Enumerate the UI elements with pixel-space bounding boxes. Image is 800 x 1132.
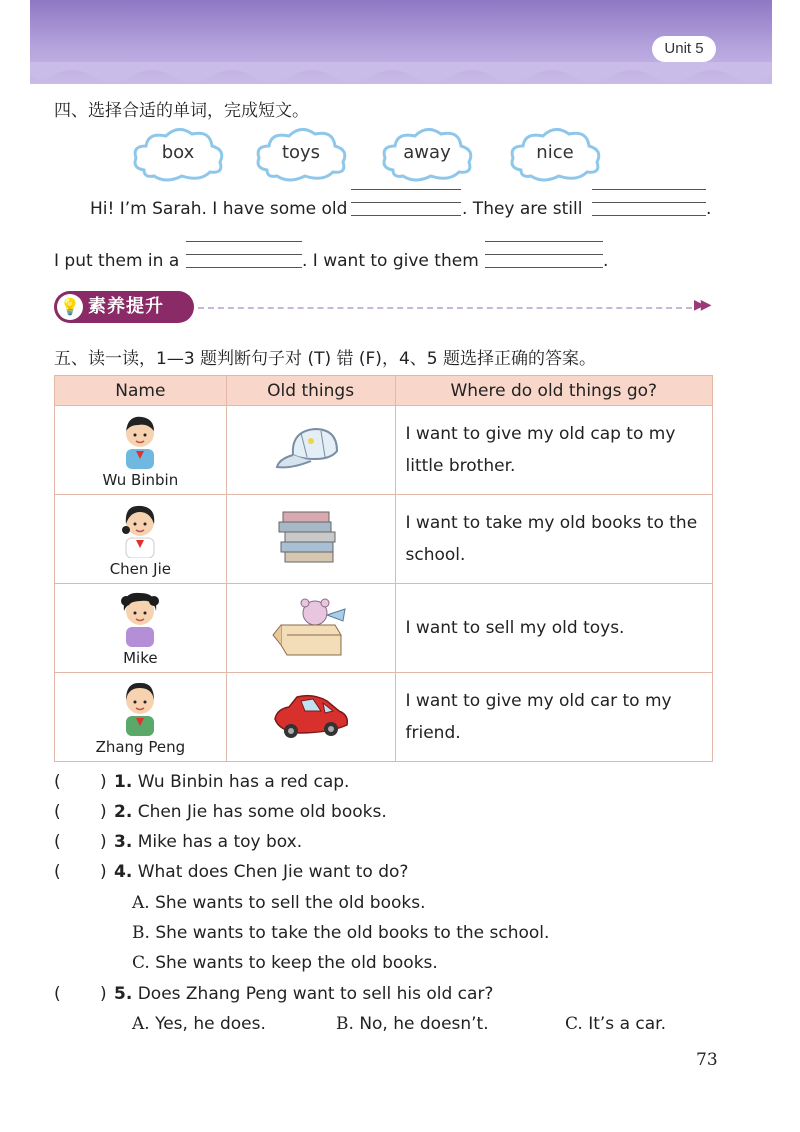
name-cell bbox=[55, 584, 227, 673]
header-where: Where do old things go? bbox=[395, 376, 712, 406]
item-cell bbox=[226, 584, 395, 673]
q4-option-a[interactable] bbox=[132, 893, 426, 913]
word-cloud-away bbox=[379, 124, 475, 186]
question-5 bbox=[114, 984, 493, 1004]
option-letter: B. bbox=[336, 1014, 354, 1034]
answer-paren-close: ) bbox=[100, 832, 107, 852]
option-letter: C. bbox=[132, 953, 150, 973]
table-row bbox=[55, 495, 713, 584]
option-text: Yes, he does. bbox=[155, 1014, 266, 1034]
table-header-row bbox=[55, 376, 713, 406]
question-4 bbox=[114, 862, 408, 882]
person-name: Zhang Peng bbox=[95, 738, 186, 756]
desc-cell: I want to take my old books to the school. bbox=[395, 495, 712, 584]
cloud-word: toys bbox=[281, 142, 321, 163]
option-text: No, he doesn’t. bbox=[359, 1014, 489, 1034]
cloud-word: box bbox=[161, 142, 195, 163]
suyang-banner bbox=[54, 291, 194, 323]
girl-avatar-icon bbox=[118, 500, 162, 558]
passage-line1-part2: . They are still bbox=[462, 199, 583, 219]
question-number: 2. bbox=[114, 802, 133, 822]
word-cloud-toys bbox=[253, 124, 349, 186]
option-letter: A. bbox=[132, 1014, 150, 1034]
dashed-divider bbox=[198, 307, 692, 309]
option-letter: B. bbox=[132, 923, 150, 943]
word-cloud-box bbox=[130, 124, 226, 186]
cloud-word: away bbox=[403, 142, 451, 163]
answer-paren-open: ( bbox=[54, 862, 61, 882]
name-cell bbox=[55, 406, 227, 495]
answer-blank-2[interactable] bbox=[592, 189, 706, 215]
cap-icon bbox=[271, 419, 351, 481]
option-text: She wants to keep the old books. bbox=[155, 953, 438, 973]
item-cell bbox=[226, 495, 395, 584]
info-table bbox=[54, 375, 713, 762]
toy-car-icon bbox=[269, 689, 353, 745]
question-number: 5. bbox=[114, 984, 133, 1004]
header-old-things: Old things bbox=[226, 376, 395, 406]
option-letter: C. bbox=[565, 1014, 583, 1034]
section4-title: 四、选择合适的单词，完成短文。 bbox=[54, 101, 309, 121]
question-text: What does Chen Jie want to do? bbox=[137, 862, 409, 882]
question-text: Does Zhang Peng want to sell his old car? bbox=[137, 984, 494, 1004]
q4-option-b[interactable] bbox=[132, 923, 549, 943]
passage-line2-part1: I put them in a bbox=[54, 251, 180, 271]
option-text: It’s a car. bbox=[588, 1014, 666, 1034]
option-text: She wants to sell the old books. bbox=[155, 893, 426, 913]
person-name: Mike bbox=[123, 649, 158, 667]
answer-blank-1[interactable] bbox=[351, 189, 461, 215]
desc-cell: I want to give my old cap to my little brother. bbox=[395, 406, 712, 495]
q5-option-b[interactable] bbox=[336, 1014, 489, 1034]
page-number: 73 bbox=[696, 1050, 718, 1070]
answer-paren-close: ) bbox=[100, 862, 107, 882]
passage-line2-part2: . I want to give them bbox=[302, 251, 479, 271]
word-cloud-nice bbox=[507, 124, 603, 186]
answer-paren-open: ( bbox=[54, 802, 61, 822]
boy-avatar-icon bbox=[118, 589, 162, 647]
q5-option-c[interactable] bbox=[565, 1014, 666, 1034]
answer-paren-open: ( bbox=[54, 984, 61, 1004]
lightbulb-icon: 💡 bbox=[57, 294, 83, 320]
option-letter: A. bbox=[132, 893, 150, 913]
passage-line2-end: . bbox=[603, 251, 609, 271]
boy-avatar-icon bbox=[118, 411, 162, 469]
question-number: 3. bbox=[114, 832, 133, 852]
question-number: 1. bbox=[114, 772, 133, 792]
cloud-word: nice bbox=[536, 142, 574, 163]
question-text: Mike has a toy box. bbox=[137, 832, 303, 852]
desc-cell: I want to give my old car to my friend. bbox=[395, 673, 712, 762]
books-icon bbox=[271, 506, 351, 572]
question-1 bbox=[114, 772, 349, 792]
item-cell bbox=[226, 673, 395, 762]
answer-paren-close: ) bbox=[100, 772, 107, 792]
double-arrow-icon: ▶▶ bbox=[694, 297, 708, 313]
toy-box-icon bbox=[269, 595, 353, 661]
section5-title: 五、读一读，1—3 题判断句子对 (T) 错 (F)，4、5 题选择正确的答案。 bbox=[54, 349, 596, 369]
answer-paren-close: ) bbox=[100, 802, 107, 822]
suyang-label: 素养提升 bbox=[88, 296, 164, 317]
question-text: Chen Jie has some old books. bbox=[137, 802, 387, 822]
question-2 bbox=[114, 802, 387, 822]
q4-option-c[interactable] bbox=[132, 953, 438, 973]
name-cell bbox=[55, 673, 227, 762]
table-row bbox=[55, 673, 713, 762]
answer-paren-open: ( bbox=[54, 832, 61, 852]
table-row bbox=[55, 584, 713, 673]
question-text: Wu Binbin has a red cap. bbox=[137, 772, 350, 792]
person-name: Wu Binbin bbox=[102, 471, 179, 489]
question-3 bbox=[114, 832, 302, 852]
header-wave bbox=[30, 62, 772, 92]
boy-avatar-icon bbox=[118, 678, 162, 736]
option-text: She wants to take the old books to the school. bbox=[155, 923, 550, 943]
item-cell bbox=[226, 406, 395, 495]
answer-paren-open: ( bbox=[54, 772, 61, 792]
person-name: Chen Jie bbox=[109, 560, 172, 578]
table-row bbox=[55, 406, 713, 495]
passage-line1-end: . bbox=[706, 199, 712, 219]
question-number: 4. bbox=[114, 862, 133, 882]
header-name: Name bbox=[55, 376, 227, 406]
desc-cell: I want to sell my old toys. bbox=[395, 584, 712, 673]
q5-option-a[interactable] bbox=[132, 1014, 266, 1034]
passage-line1-part1: Hi! I’m Sarah. I have some old bbox=[90, 199, 348, 219]
name-cell bbox=[55, 495, 227, 584]
answer-blank-4[interactable] bbox=[485, 241, 603, 267]
unit-badge: Unit 5 bbox=[652, 36, 716, 62]
answer-blank-3[interactable] bbox=[186, 241, 302, 267]
answer-paren-close: ) bbox=[100, 984, 107, 1004]
